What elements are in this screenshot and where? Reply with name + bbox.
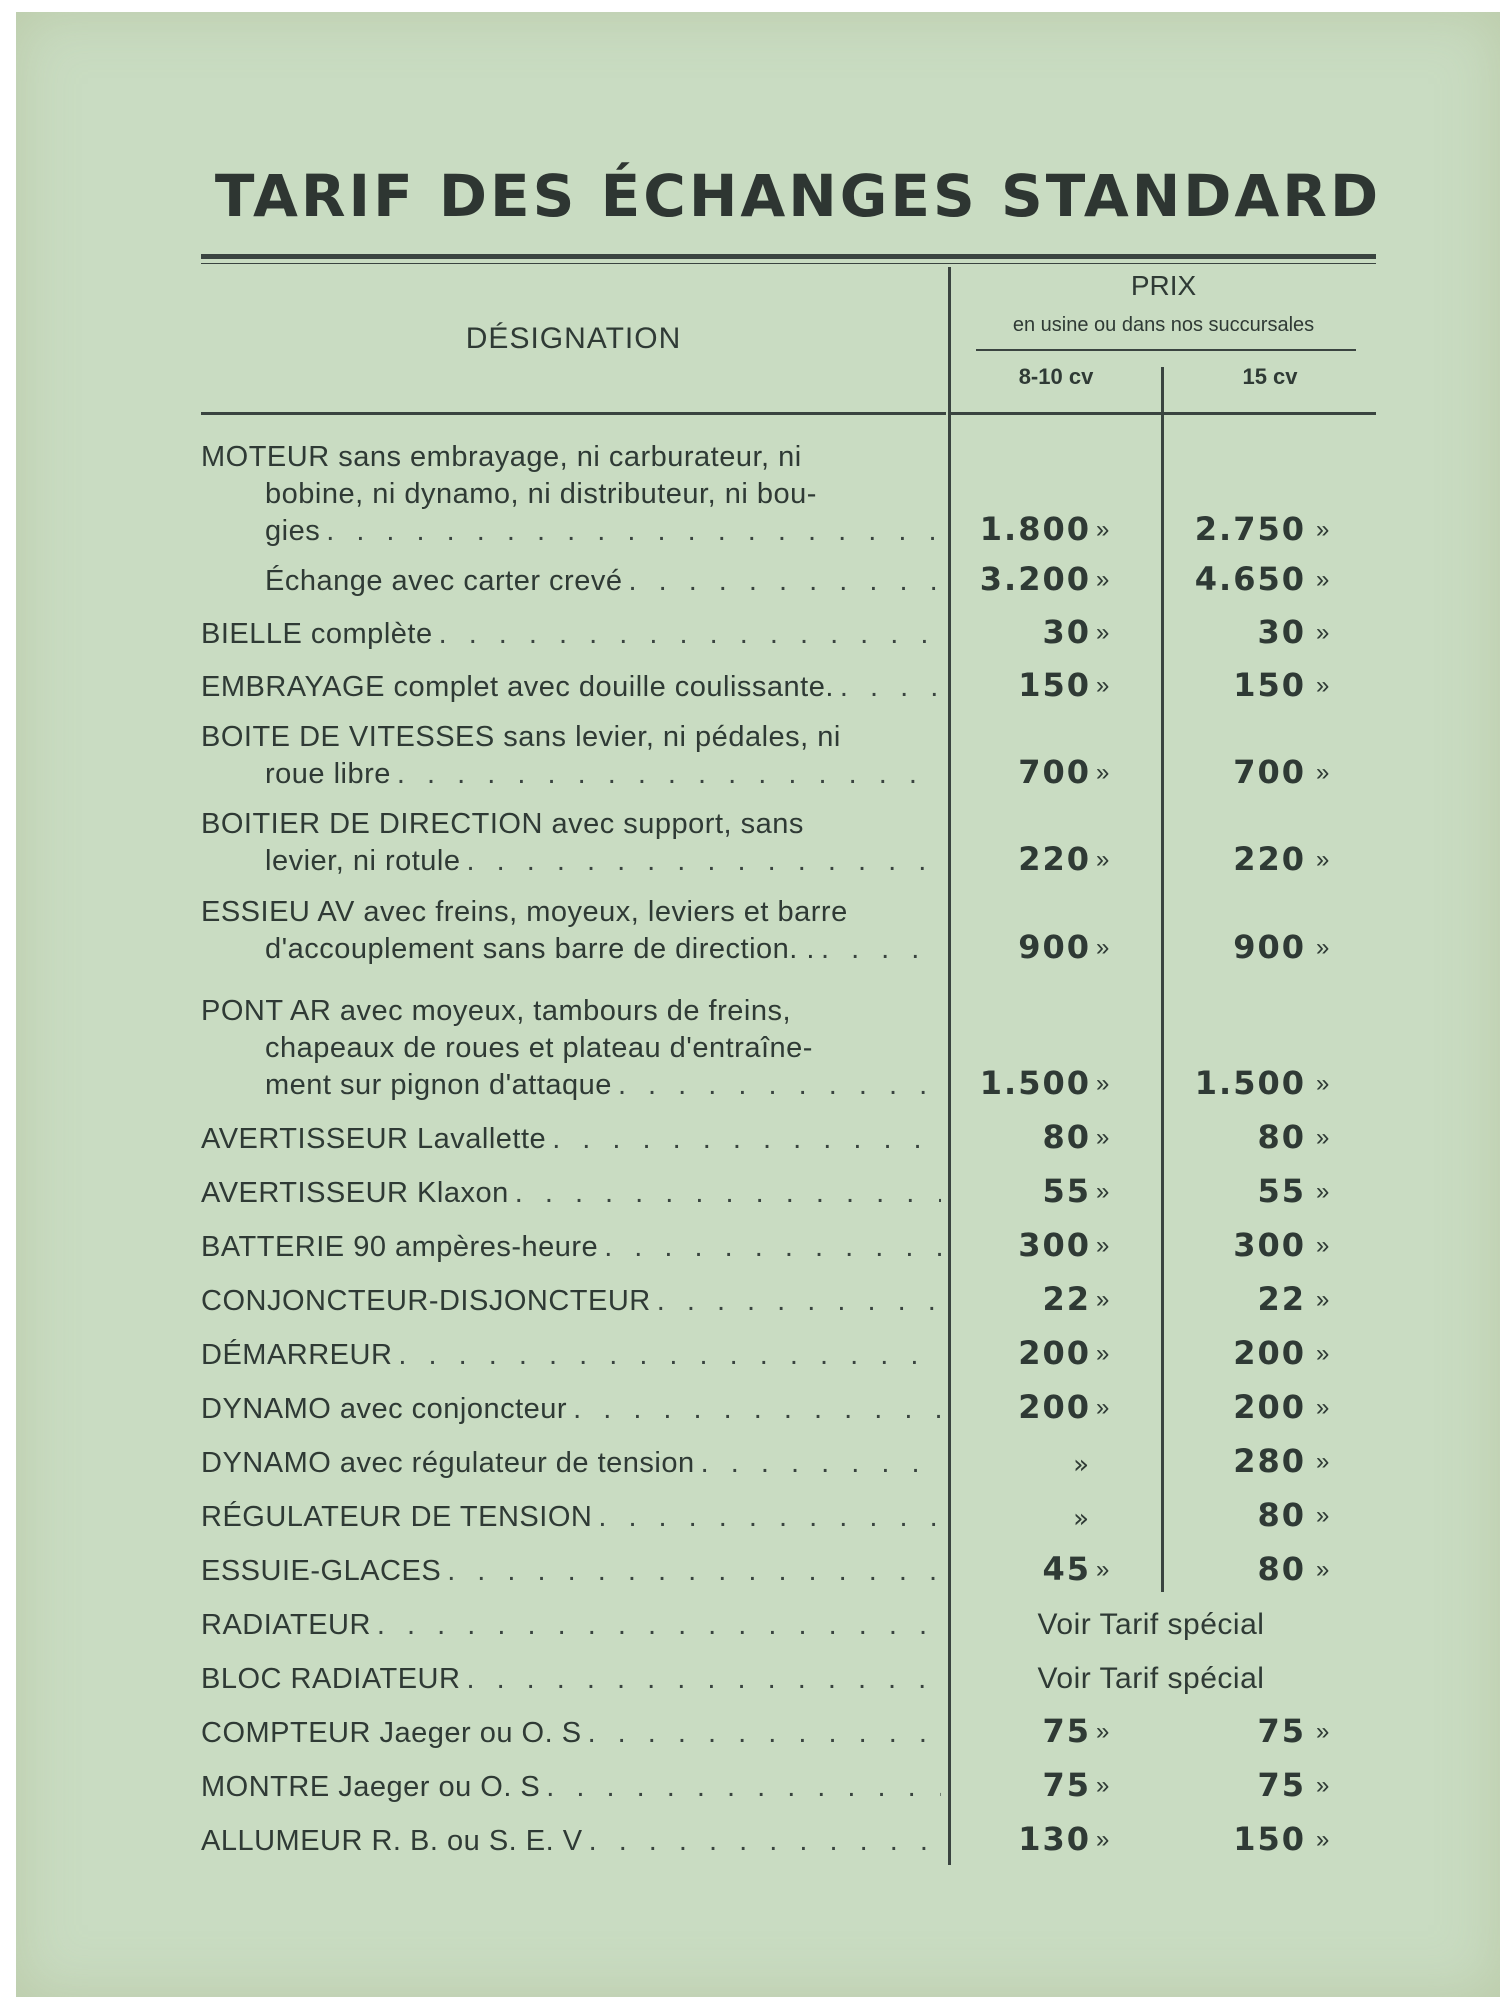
leader-dots xyxy=(604,1229,941,1266)
column-header-8-10cv: 8-10 cv xyxy=(1018,364,1094,389)
price-15cv: 150 xyxy=(1233,1820,1306,1858)
table-row xyxy=(201,808,1381,880)
table-row xyxy=(201,560,1381,600)
designation-text: EMBRAYAGE complet avec douille coulissante. xyxy=(201,671,834,703)
table-row xyxy=(201,613,1381,653)
ditto-mark: » xyxy=(1096,619,1110,646)
item-designation xyxy=(201,1553,941,1590)
item-designation xyxy=(201,1769,941,1806)
designation-text: DYNAMO avec régulateur de tension xyxy=(201,1447,695,1479)
designation-text: RÉGULATEUR DE TENSION xyxy=(201,1501,593,1533)
table-row xyxy=(201,1334,1381,1374)
price-8-10cv: 700 xyxy=(1018,753,1091,791)
price-15cv: 220 xyxy=(1233,840,1306,878)
ditto-mark: » xyxy=(1316,672,1330,699)
price-8-10cv: 300 xyxy=(1018,1226,1091,1264)
designation-text: BATTERIE 90 ampères-heure xyxy=(201,1231,599,1263)
ditto-mark: » xyxy=(1096,516,1110,543)
designation-text: bobine, ni dynamo, ni distributeur, ni bou- xyxy=(265,478,817,510)
designation-line xyxy=(201,616,941,653)
item-designation xyxy=(201,1661,941,1698)
designation-line xyxy=(201,931,941,968)
price-8-10cv: 45 xyxy=(1042,1550,1091,1588)
designation-text: gies xyxy=(265,515,321,547)
price-8-10cv: 75 xyxy=(1042,1766,1091,1804)
designation-line xyxy=(201,1175,941,1212)
ditto-mark: » xyxy=(1316,1124,1330,1151)
designation-line xyxy=(201,1823,941,1860)
leader-dots xyxy=(589,1823,941,1860)
designation-line xyxy=(201,1121,941,1158)
price-15cv: 1.500 xyxy=(1194,1064,1306,1102)
ditto-mark: » xyxy=(1316,619,1330,646)
ditto-mark: » xyxy=(1316,1178,1330,1205)
item-designation xyxy=(201,719,941,793)
leader-dots xyxy=(447,1553,941,1590)
ditto-mark: » xyxy=(1096,672,1110,699)
designation-text: ment sur pignon d'attaque xyxy=(265,1069,612,1101)
designation-line xyxy=(201,439,941,476)
designation-text: MOTEUR sans embrayage, ni carburateur, ni xyxy=(201,441,802,473)
item-designation xyxy=(201,1391,941,1428)
header-rule-left xyxy=(201,412,946,415)
price-8-10cv: 130 xyxy=(1018,1820,1091,1858)
ditto-mark: » xyxy=(1096,1556,1110,1583)
price-8-10cv: 220 xyxy=(1018,840,1091,878)
price-15cv: 30 xyxy=(1257,613,1306,651)
ditto-mark: » xyxy=(1316,1070,1330,1097)
designation-text: PONT AR avec moyeux, tambours de freins, xyxy=(201,995,792,1027)
column-header-15cv: 15 cv xyxy=(1242,364,1298,389)
price-15cv: 55 xyxy=(1257,1172,1306,1210)
item-designation xyxy=(201,669,941,706)
ditto-mark: » xyxy=(1316,759,1330,786)
price-8-10cv: 1.800 xyxy=(979,510,1091,548)
leader-dots xyxy=(657,1283,941,1320)
table-row xyxy=(201,896,1381,968)
price-8-10cv: 55 xyxy=(1042,1172,1091,1210)
price-8-10cv: 30 xyxy=(1042,613,1091,651)
item-designation xyxy=(201,894,941,968)
table-row xyxy=(201,995,1381,1104)
table-row xyxy=(201,666,1381,706)
item-designation xyxy=(201,993,941,1104)
item-designation xyxy=(201,1175,941,1212)
ditto-mark: » xyxy=(1316,566,1330,593)
special-tariff-note: Voir Tarif spécial xyxy=(1037,1608,1265,1641)
ditto-mark: » xyxy=(1316,516,1330,543)
designation-text: ALLUMEUR R. B. ou S. E. V xyxy=(201,1825,583,1857)
designation-line xyxy=(201,1715,941,1752)
price-8-10cv: 150 xyxy=(1018,666,1091,704)
designation-text: BIELLE complète xyxy=(201,618,433,650)
designation-line xyxy=(201,993,941,1030)
designation-line xyxy=(201,476,941,513)
leader-dots xyxy=(588,1715,941,1752)
price-8-10cv: 22 xyxy=(1042,1280,1091,1318)
item-designation xyxy=(201,1823,941,1860)
prix-subheader-rule xyxy=(976,349,1356,351)
designation-line xyxy=(201,1283,941,1320)
price-8-10cv: 3.200 xyxy=(979,560,1091,598)
ditto-mark: » xyxy=(1316,846,1330,873)
leader-dots xyxy=(618,1067,941,1104)
leader-dots xyxy=(573,1391,941,1428)
price-15cv: 2.750 xyxy=(1194,510,1306,548)
ditto-mark: » xyxy=(1316,1286,1330,1313)
price-8-10cv: 900 xyxy=(1018,928,1091,966)
table-row xyxy=(201,1658,1381,1698)
table-row xyxy=(201,1604,1381,1644)
designation-header: DÉSIGNATION xyxy=(465,322,682,355)
designation-text: ESSUIE-GLACES xyxy=(201,1555,442,1587)
designation-text: MONTRE Jaeger ou O. S xyxy=(201,1771,541,1803)
price-15cv: 300 xyxy=(1233,1226,1306,1264)
table-row xyxy=(201,1712,1381,1752)
ditto-mark: » xyxy=(1316,1826,1330,1853)
item-designation xyxy=(201,439,941,550)
leader-dots xyxy=(326,513,941,550)
designation-text: CONJONCTEUR-DISJONCTEUR xyxy=(201,1285,651,1317)
top-rule-thin xyxy=(201,263,1376,264)
price-8-10cv: 1.500 xyxy=(979,1064,1091,1102)
leader-dots xyxy=(552,1121,941,1158)
price-8-10cv: » xyxy=(1073,1450,1091,1480)
item-designation xyxy=(201,563,941,600)
price-15cv: 75 xyxy=(1257,1766,1306,1804)
designation-text: ESSIEU AV avec freins, moyeux, leviers et barre xyxy=(201,896,848,928)
designation-line xyxy=(201,1607,941,1644)
designation-line xyxy=(201,1229,941,1266)
table-row xyxy=(201,1442,1381,1482)
designation-text: RADIATEUR xyxy=(201,1609,371,1641)
price-15cv: 150 xyxy=(1233,666,1306,704)
leader-dots xyxy=(821,931,941,968)
designation-line xyxy=(201,1391,941,1428)
table-row xyxy=(201,1172,1381,1212)
ditto-mark: » xyxy=(1096,1718,1110,1745)
designation-text: COMPTEUR Jaeger ou O. S xyxy=(201,1717,582,1749)
special-tariff-note: Voir Tarif spécial xyxy=(1037,1662,1265,1695)
designation-text: BOITE DE VITESSES sans levier, ni pédales, ni xyxy=(201,721,841,753)
ditto-mark: » xyxy=(1096,846,1110,873)
price-15cv: 200 xyxy=(1233,1334,1306,1372)
table-row xyxy=(201,1820,1381,1860)
price-8-10cv: 200 xyxy=(1018,1334,1091,1372)
table-row xyxy=(201,1388,1381,1428)
leader-dots xyxy=(398,1337,941,1374)
ditto-mark: » xyxy=(1096,1286,1110,1313)
price-15cv: 80 xyxy=(1257,1550,1306,1588)
table-row xyxy=(201,1766,1381,1806)
ditto-mark: » xyxy=(1096,1178,1110,1205)
leader-dots xyxy=(439,616,941,653)
price-15cv: 75 xyxy=(1257,1712,1306,1750)
price-8-10cv: » xyxy=(1073,1504,1091,1534)
designation-line xyxy=(201,894,941,931)
table-row xyxy=(201,441,1381,550)
ditto-mark: » xyxy=(1316,1556,1330,1583)
price-15cv: 4.650 xyxy=(1194,560,1306,598)
designation-line xyxy=(201,1769,941,1806)
price-8-10cv: 80 xyxy=(1042,1118,1091,1156)
ditto-mark: » xyxy=(1096,566,1110,593)
leader-dots xyxy=(467,843,942,880)
prix-subheader: en usine ou dans nos succursales xyxy=(1012,314,1315,336)
price-15cv: 22 xyxy=(1257,1280,1306,1318)
designation-line xyxy=(201,1661,941,1698)
designation-text: DÉMARREUR xyxy=(201,1339,393,1371)
leader-dots xyxy=(397,756,941,793)
leader-dots xyxy=(840,669,941,706)
price-15cv: 280 xyxy=(1233,1442,1306,1480)
designation-line xyxy=(201,843,941,880)
designation-text: chapeaux de roues et plateau d'entraîne- xyxy=(265,1032,813,1064)
ditto-mark: » xyxy=(1096,934,1110,961)
leader-dots xyxy=(466,1661,941,1698)
table-row xyxy=(201,1280,1381,1320)
prix-header: PRIX xyxy=(1130,270,1197,301)
item-designation xyxy=(201,1121,941,1158)
designation-line xyxy=(201,719,941,756)
item-designation xyxy=(201,1337,941,1374)
ditto-mark: » xyxy=(1096,1070,1110,1097)
ditto-mark: » xyxy=(1316,1502,1330,1529)
item-designation xyxy=(201,1445,941,1482)
ditto-mark: » xyxy=(1316,934,1330,961)
ditto-mark: » xyxy=(1096,1232,1110,1259)
price-sheet xyxy=(16,12,1500,1997)
top-rule xyxy=(201,254,1376,259)
price-15cv: 900 xyxy=(1233,928,1306,966)
designation-text: AVERTISSEUR Klaxon xyxy=(201,1177,509,1209)
leader-dots xyxy=(546,1769,941,1806)
ditto-mark: » xyxy=(1316,1394,1330,1421)
designation-text: BLOC RADIATEUR xyxy=(201,1663,461,1695)
item-designation xyxy=(201,806,941,880)
page-title: TARIF DES ÉCHANGES STANDARD xyxy=(214,162,1382,230)
ditto-mark: » xyxy=(1316,1718,1330,1745)
item-designation xyxy=(201,1607,941,1644)
ditto-mark: » xyxy=(1316,1448,1330,1475)
designation-line xyxy=(201,806,941,843)
designation-text: roue libre xyxy=(265,758,391,790)
price-15cv: 200 xyxy=(1233,1388,1306,1426)
designation-line xyxy=(201,513,941,550)
designation-text: AVERTISSEUR Lavallette xyxy=(201,1123,547,1155)
designation-text: BOITIER DE DIRECTION avec support, sans xyxy=(201,808,804,840)
ditto-mark: » xyxy=(1096,1826,1110,1853)
item-designation xyxy=(201,1283,941,1320)
table-row xyxy=(201,1496,1381,1536)
designation-line xyxy=(201,1067,941,1104)
designation-line xyxy=(201,1445,941,1482)
ditto-mark: » xyxy=(1096,759,1110,786)
table-row xyxy=(201,1118,1381,1158)
ditto-mark: » xyxy=(1316,1340,1330,1367)
table-row xyxy=(201,1226,1381,1266)
designation-text: Échange avec carter crevé xyxy=(265,565,623,597)
ditto-mark: » xyxy=(1096,1340,1110,1367)
designation-line xyxy=(201,1337,941,1374)
designation-line xyxy=(201,669,941,706)
leader-dots xyxy=(628,563,941,600)
ditto-mark: » xyxy=(1316,1232,1330,1259)
ditto-mark: » xyxy=(1096,1772,1110,1799)
table-row xyxy=(201,1550,1381,1590)
designation-text: DYNAMO avec conjoncteur xyxy=(201,1393,568,1425)
designation-line xyxy=(201,1499,941,1536)
item-designation xyxy=(201,1229,941,1266)
designation-line xyxy=(201,563,941,600)
price-15cv: 80 xyxy=(1257,1118,1306,1156)
item-designation xyxy=(201,616,941,653)
leader-dots xyxy=(701,1445,941,1482)
leader-dots xyxy=(598,1499,941,1536)
designation-text: levier, ni rotule xyxy=(265,845,461,877)
price-8-10cv: 75 xyxy=(1042,1712,1091,1750)
price-15cv: 80 xyxy=(1257,1496,1306,1534)
designation-text: d'accouplement sans barre de direction. . xyxy=(265,933,815,965)
price-8-10cv: 200 xyxy=(1018,1388,1091,1426)
designation-line xyxy=(201,1553,941,1590)
ditto-mark: » xyxy=(1096,1394,1110,1421)
designation-line xyxy=(201,1030,941,1067)
designation-line xyxy=(201,756,941,793)
ditto-mark: » xyxy=(1096,1124,1110,1151)
price-15cv: 700 xyxy=(1233,753,1306,791)
ditto-mark: » xyxy=(1316,1772,1330,1799)
table-row xyxy=(201,721,1381,793)
item-designation xyxy=(201,1499,941,1536)
leader-dots xyxy=(515,1175,941,1212)
leader-dots xyxy=(377,1607,941,1644)
item-designation xyxy=(201,1715,941,1752)
